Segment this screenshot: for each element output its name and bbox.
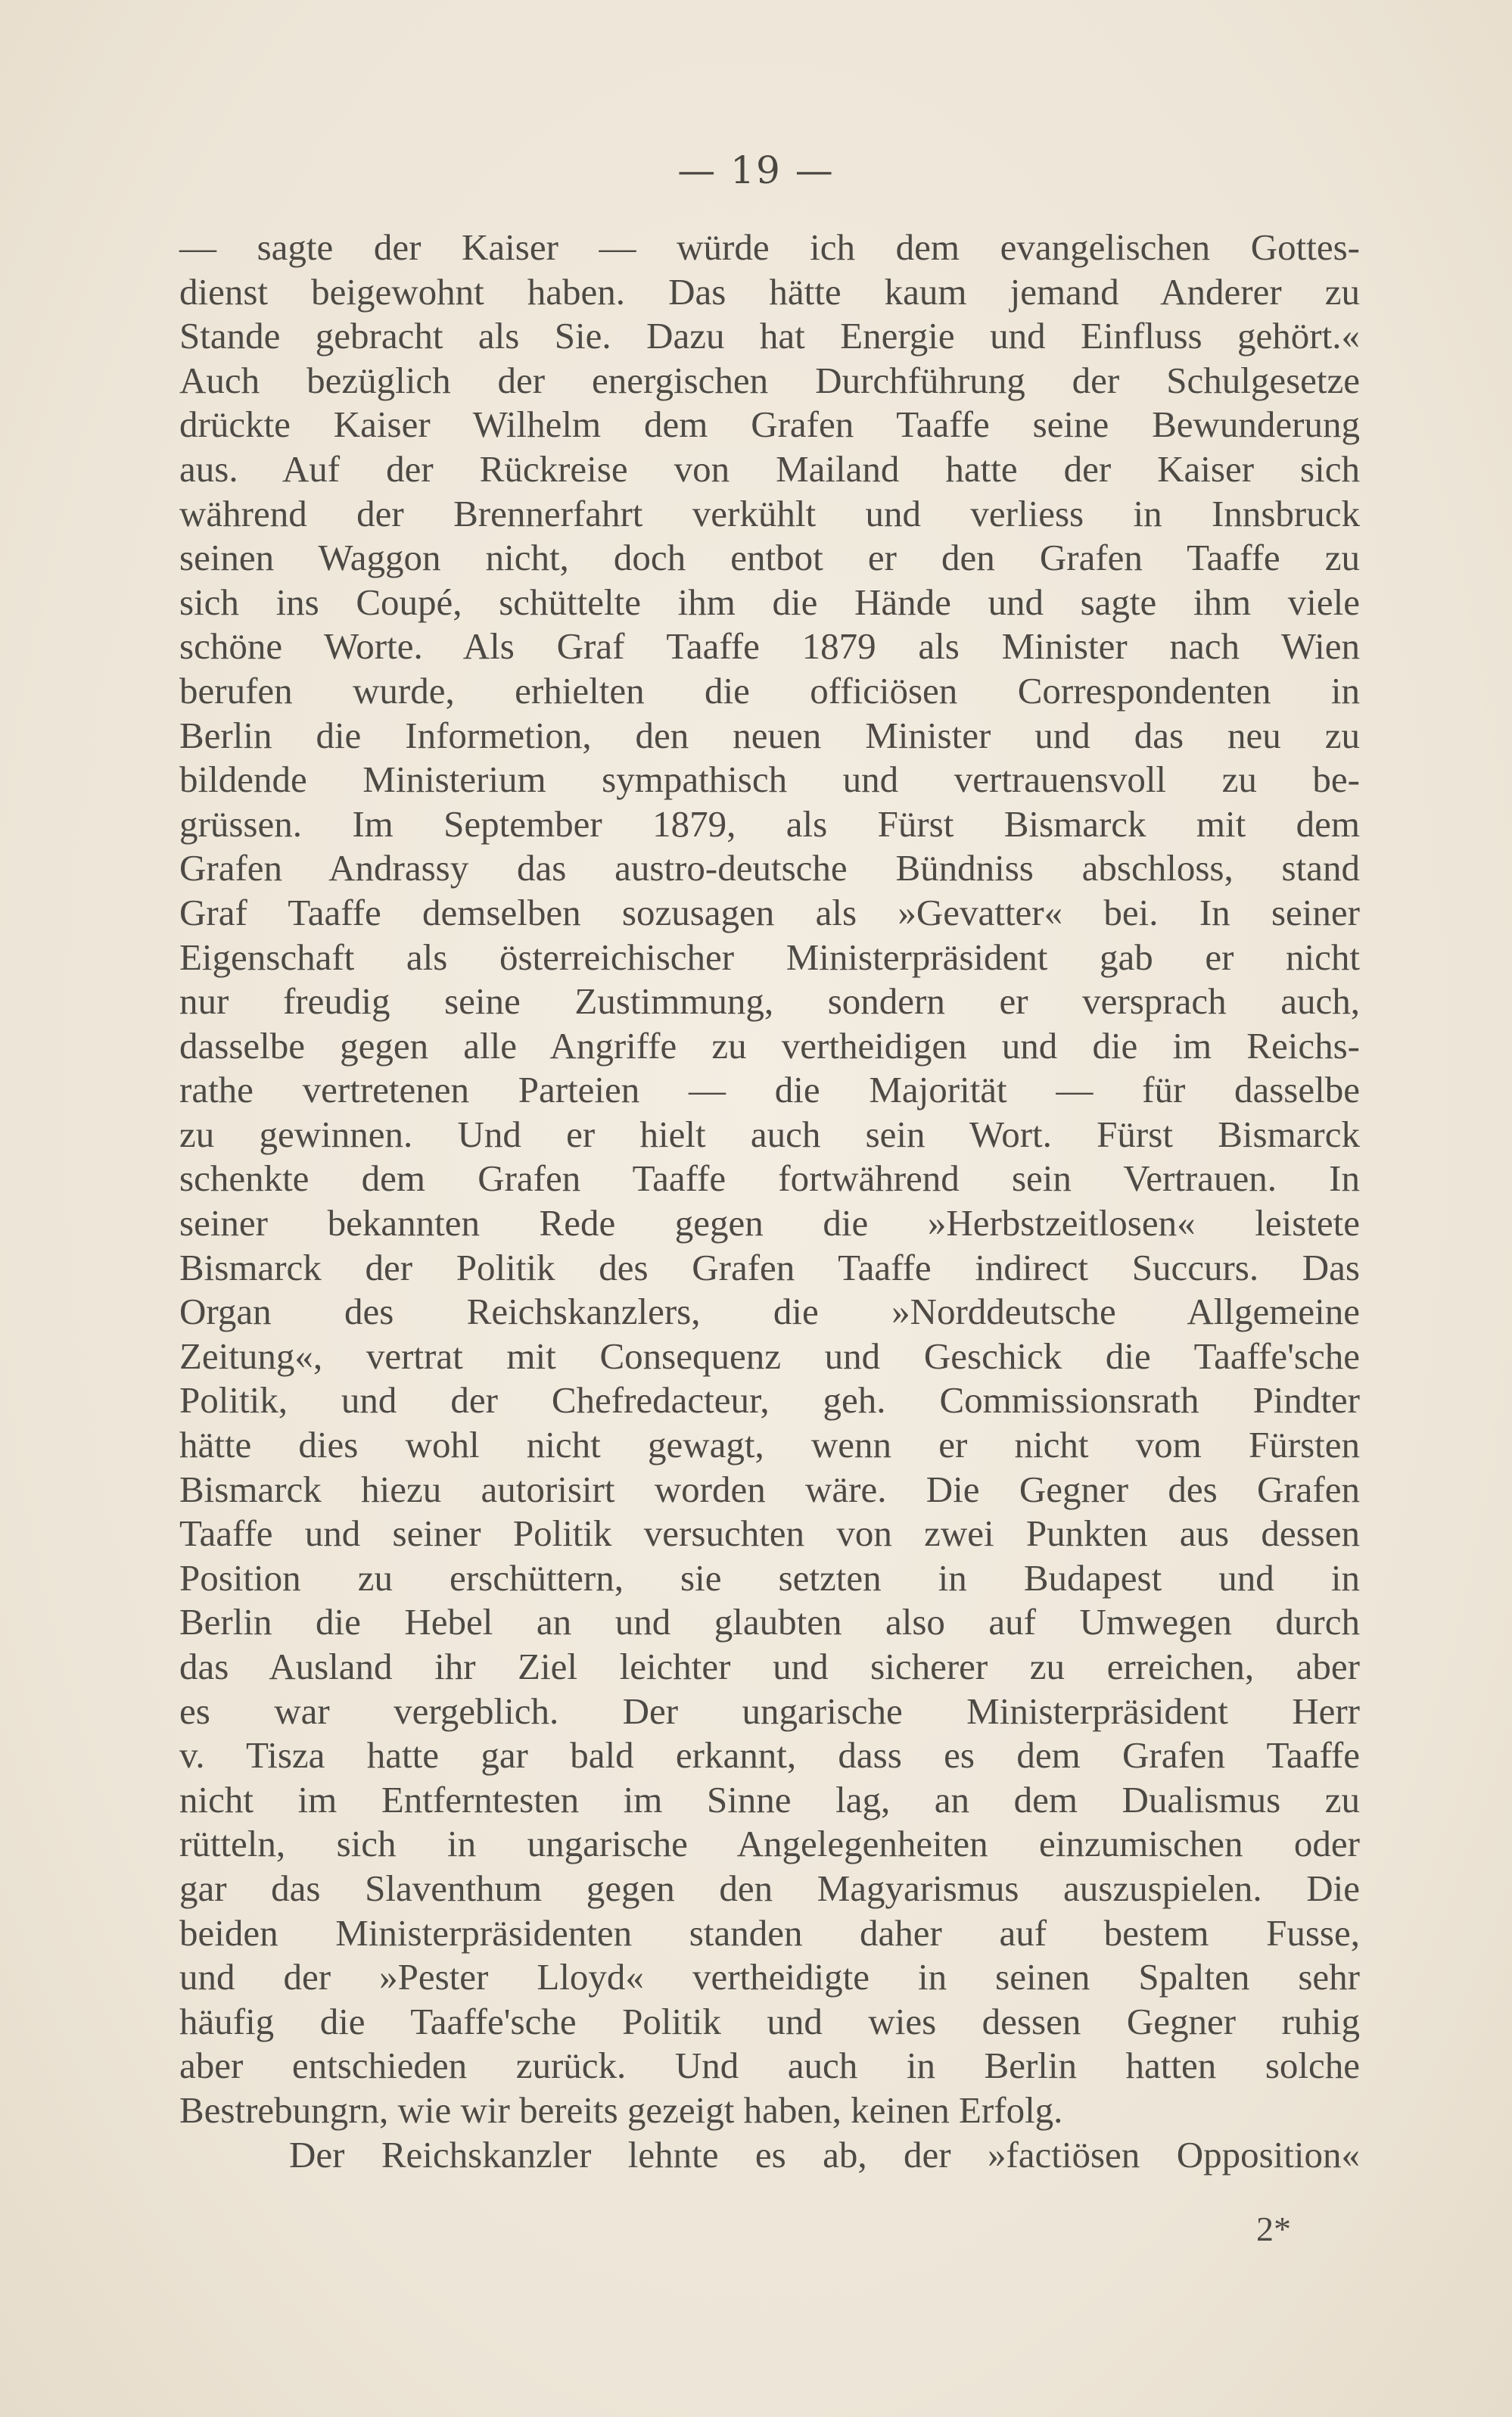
text-line: Auch bezüglich der energischen Durchführung der Schulgesetze (179, 359, 1360, 401)
text-line: v. Tisza hatte gar bald erkannt, dass es dem Grafen Taaffe (179, 1734, 1360, 1777)
text-line: während der Brennerfahrt verkühlt und verliess in Innsbruck (179, 492, 1360, 534)
text-line: rütteln, sich in ungarische Angelegenheiten einzumischen oder (179, 1823, 1360, 1865)
text-line: es war vergeblich. Der ungarische Ministerpräsident Herr (179, 1690, 1360, 1732)
text-line: Zeitung«, vertrat mit Consequenz und Geschick die Taaffe'sche (179, 1335, 1360, 1377)
text-line: häufig die Taaffe'sche Politik und wies dessen Gegner ruhig (179, 2000, 1360, 2042)
body-text (179, 226, 1360, 2177)
text-line: nur freudig seine Zustimmung, sondern er versprach auch, (179, 980, 1360, 1023)
text-line: hätte dies wohl nicht gewagt, wenn er nicht vom Fürsten (179, 1424, 1360, 1466)
text-line: Bestrebungrn, wie wir bereits gezeigt haben, keinen Erfolg. (179, 2088, 1063, 2131)
text-line: Bismarck hiezu autorisirt worden wäre. Die Gegner des Grafen (179, 1468, 1360, 1510)
text-line: dienst beigewohnt haben. Das hätte kaum jemand Anderer zu (179, 270, 1360, 313)
text-line: Organ des Reichskanzlers, die »Norddeutsche Allgemeine (179, 1291, 1360, 1333)
text-line: Bismarck der Politik des Grafen Taaffe indirect Succurs. Das (179, 1246, 1360, 1288)
text-line: rathe vertretenen Parteien — die Majorität — für dasselbe (179, 1069, 1360, 1111)
text-line: und der »Pester Lloyd« vertheidigte in seinen Spalten sehr (179, 1956, 1360, 1998)
text-line: bildende Ministerium sympathisch und vertrauensvoll zu be- (179, 758, 1360, 801)
text-line: aus. Auf der Rückreise von Mailand hatte der Kaiser sich (179, 447, 1360, 490)
text-line: seinen Waggon nicht, doch entbot er den Grafen Taaffe zu (179, 537, 1360, 579)
text-line: Grafen Andrassy das austro-deutsche Bündniss abschloss, stand (179, 847, 1360, 889)
text-line: dasselbe gegen alle Angriffe zu vertheidigen und die im Reichs- (179, 1024, 1360, 1067)
text-line: Stande gebracht als Sie. Dazu hat Energie und Einfluss gehört.« (179, 315, 1360, 357)
text-line: das Ausland ihr Ziel leichter und sicherer zu erreichen, aber (179, 1646, 1360, 1687)
text-line: nicht im Entferntesten im Sinne lag, an dem Dualismus zu (179, 1778, 1360, 1821)
text-line: schöne Worte. Als Graf Taaffe 1879 als Minister nach Wien (179, 625, 1360, 668)
text-line: Politik, und der Chefredacteur, geh. Commissionsrath Pindter (179, 1379, 1360, 1422)
text-line: Der Reichskanzler lehnte es ab, der »factiösen Opposition« (289, 2133, 1360, 2176)
text-line: Eigenschaft als österreichischer Ministerpräsident gab er nicht (179, 936, 1360, 978)
text-line: drückte Kaiser Wilhelm dem Grafen Taaffe seine Bewunderung (179, 403, 1360, 446)
text-line: Berlin die Hebel an und glaubten also auf Umwegen durch (179, 1601, 1360, 1643)
text-line: zu gewinnen. Und er hielt auch sein Wort. Fürst Bismarck (179, 1113, 1360, 1155)
text-line: beiden Ministerpräsidenten standen daher auf bestem Fusse, (179, 1911, 1360, 1954)
text-line: gar das Slaventhum gegen den Magyarismus auszuspielen. Die (179, 1867, 1360, 1909)
text-line: schenkte dem Grafen Taaffe fortwährend sein Vertrauen. In (179, 1157, 1360, 1200)
text-line: Berlin die Informetion, den neuen Minister und das neu zu (179, 714, 1360, 756)
text-line: seiner bekannten Rede gegen die »Herbstzeitlosen« leistete (179, 1202, 1360, 1244)
text-line: Taaffe und seiner Politik versuchten von zwei Punkten aus dessen (179, 1512, 1360, 1555)
signature-mark: 2* (1256, 2210, 1291, 2248)
text-line: grüssen. Im September 1879, als Fürst Bismarck mit dem (179, 802, 1360, 845)
text-line: aber entschieden zurück. Und auch in Berlin hatten solche (179, 2045, 1360, 2087)
text-line: sich ins Coupé, schüttelte ihm die Hände und sagte ihm viele (179, 581, 1360, 623)
page-number: — 19 — (677, 148, 835, 192)
text-line: Graf Taaffe demselben sozusagen als »Gevatter« bei. In seiner (179, 891, 1360, 933)
text-line: — sagte der Kaiser — würde ich dem evangelischen Gottes- (179, 226, 1360, 268)
text-line: berufen wurde, erhielten die officiösen Correspondenten in (179, 669, 1360, 712)
text-line: Position zu erschüttern, sie setzten in Budapest und in (179, 1556, 1360, 1599)
